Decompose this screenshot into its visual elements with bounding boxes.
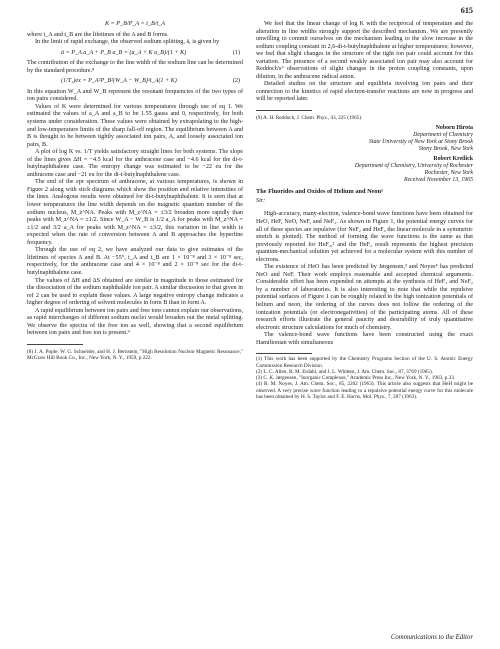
equation-number: (1): [232, 49, 240, 56]
paragraph: A plot of log K vs. 1/T yields satisfactory straight lines for both systems. The slope of the lines gives ΔH = −4.5 kcal for the anthracene case and −4.6 kcal for the di-t-butylnaphthalene case. The entropy change was estimated to be −22 eu for the anthracene case and −21 eu for the di-t-butylnaphthalene case.: [27, 149, 243, 178]
salutation: Sir:: [256, 197, 266, 204]
paragraph: We feel that the linear change of log K with the reciprocal of temperature and the alteration in line widths strongly support the described mechanism. We are presently unwilling to commit ourselves on the mechanism leading to the slow increase in the sodium coupling constant in 2,6-di-t-butylnaphthalene at higher temperatures; however, we feel that slight changes in the structure of the tight ion pair could account for this variation. The presence of a second weakly associated ion pair may also account for Reddoch's⁹ observations of slight changes in the proton coupling constants, upon dilution, in the anthracene radical anion.: [256, 21, 473, 80]
author-affiliation: Rochester, New York: [424, 170, 473, 177]
paragraph: The valence-bond wave functions have been constructed using the exact Hamiltonian with simultaneous: [256, 332, 473, 346]
received-date: Received November 13, 1965: [403, 177, 473, 184]
paragraph: The contribution of the exchange to the line width of the sodium line can be determined by the standard procedure.⁸: [27, 60, 243, 74]
equation-2: [61, 78, 243, 86]
equation-1: [61, 50, 243, 58]
author-affiliation: Department of Chemistry: [413, 132, 473, 139]
page-number: 615: [460, 6, 473, 15]
paragraph: Detailed studies on the structure and equilibria involving ion pairs and their connection to the kinetics of rapid electron-transfer reactions are now in progress and will be reported later.: [256, 81, 473, 103]
paragraph: Values of K were determined for various temperatures through use of eq 1. We estimated the values of a_A and a_B to be 1.55 gauss and 0, respectively, for both systems under consideration. These values were obtained by extrapolating to the high- and low-temperature limits of the sharp fall-off region. The equilibrium between A and B is thought to be between tightly associated ion pairs, A, and loosely associated ion pairs, B.: [27, 103, 243, 148]
author-block-1: [256, 125, 473, 153]
paragraph: The values of ΔH and ΔS obtained are similar in magnitude to those estimated for the dissociation of the sodium naphthalide ion pair. A similar discussion to that given in ref 2 can be used to explain these values. A large negative entropy change indicates a higher degree of ordering of solvent molecules in form B than in form A.: [27, 277, 243, 307]
right-column: [256, 21, 473, 400]
footnote-rule: [256, 110, 312, 111]
equation-text: (1/T₂)ex = P_A²P_B²(W_A − W_B)²t_A(1 + K): [61, 78, 177, 85]
journal-section-footer: Communications to the Editor: [390, 634, 473, 641]
author-affiliation: Stony Brook, New York: [418, 146, 473, 153]
footnote-2: (2) L. C. Allen, R. M. Erdahl, and J. L. Whitten, J. Am. Chem. Soc., 87, 3769 (1965).: [256, 368, 433, 375]
paragraph: where t_A and t_B are the lifetimes of the A and B forms.: [27, 31, 169, 38]
article-title: The Fluorides and Oxides of Helium and Neon¹: [256, 188, 383, 196]
footnote-4: (4) R. M. Noyes, J. Am. Chem. Soc., 85, 2202 (1963). This article also suggests that HeH might be observed. A very precise wave function leading to a repulsive potential energy curve for this molecule has been obtained by H. S. Taylor and F. E. Harris, Mol. Phys., 7, 287 (1963).: [256, 381, 473, 401]
footnote-rule: [256, 353, 312, 354]
author-affiliation: Department of Chemistry, University of Rochester: [354, 163, 473, 170]
left-column: [27, 21, 243, 361]
equation-k: K = P_B/P_A = t_B/t_A: [104, 21, 166, 27]
author-name: Robert Kreilick: [433, 156, 473, 163]
author-name: Noboru Hirota: [435, 125, 473, 132]
paragraph: The existence of HeO has been predicted by Jørgensen,³ and Noyes⁴ has predicted NeO and NeF. Their work employs reasonable and accepted chemical arguments. Considerable effort has been expended on attempts at the synthesis of HeF₂ and NeF₂ by a number of laboratories. It is also interesting to note that while the repulsive potential surfaces of Figure 1 can be roughly related to the high ionization potentials of helium and neon, the ordering of the curves does not follow the ordering of the ionization potentials (or electronegativities) of the participating atoms. All of these research efforts illustrate the general paucity and desirability of truly quantitative electronic structure calculations for much of chemistry.: [256, 264, 473, 331]
footnote-1: (1) This work has been supported by the Chemistry Programs Section of the U. S. Atomic Energy Commission Research Division.: [256, 356, 473, 369]
paragraph: High-accuracy, many-electron, valence-bond wave functions have been obtained for HeO, HeF, NeO, NeF, and NeF₂. As shown in Figure 1, the potential energy curves for all of these species are repulsive (for NeF₂ and HeF₂ the linear molecule in a symmetric stretch is plotted). The method of forming the wave functions is the same as that previously reported for HeF₂,² and the HeF₂ result represents the highest precision quantum-mechanical solution yet achieved for a molecular system with this number of electrons.: [256, 211, 473, 263]
paragraph: In this equation W_A and W_B represent the resonant frequencies of the two types of ion pairs considered.: [27, 88, 243, 103]
footnote-9: (9) A. H. Reddoch, J. Chem. Phys., 43, 225 (1965).: [256, 115, 363, 122]
author-block-2: [256, 156, 473, 184]
equation-text: ā = P_A a_A + P_B a_B = (a_A + K a_B)/(1 + K): [61, 49, 187, 56]
footnote-3: (3) C. K. Jørgensen, "Inorganic Complexes," Academic Press Inc., New York, N. Y., 1963, p 33.: [256, 375, 456, 382]
paragraph: In the limit of rapid exchange, the observed sodium splitting, ā, is given by: [35, 39, 220, 46]
equation-number: (2): [232, 78, 240, 85]
footnote-8: (8) J. A. Pople, W. G. Schneider, and H. J. Bernstein, "High Resolution Nuclear Magnetic Resonance," McGraw Hill Book Co., Inc., New York, N. Y., 1959, p 222.: [27, 348, 243, 362]
paragraph: The end of the epr spectrum of anthracene, at various temperatures, is shown in Figure 2 along with stick diagrams which show the position and relative intensities of the lines. Analogous results were obtained for di-t-butylnaphthalene. It is seen that at lower temperatures the line width depends on the magnetic quantum number of the sodium nucleus, M_z^NA. Peaks with M_z^NA = ±3/2 broaden more rapidly than peaks with M_z^NA = ±1/2. Since W_A − W_B is 1/2 a_A for peaks with M_z^NA = ±1/2 and 3/2 a_A for peaks with M_z^NA = ±3/2, this variation in line width is expected when the rate of conversion between A and B approaches the hyperfine frequency.: [27, 179, 243, 246]
paragraph: A rapid equilibrium between ion pairs and free ions cannot explain our observations, as rapid interchanges of different sodium nuclei would broaden out the metal splitting. We observe the spectra of the free ion as well, showing that a second equilibrium between ion pairs and free ion is present.⁹: [27, 307, 243, 337]
author-affiliation: State University of New York at Stony Brook: [368, 139, 473, 146]
paragraph: Through the use of eq 2, we have analyzed our data to give estimates of the lifetimes of species A and B. At −55°, t_A and t_B are 1 × 10⁻⁸ and 3 × 10⁻⁸ sec, respectively, for the anthracene case and 4 × 10⁻⁸ and 2 × 10⁻⁸ sec for the di-t-butylnaphthalene case.: [27, 247, 243, 276]
footnote-rule: [27, 344, 83, 345]
